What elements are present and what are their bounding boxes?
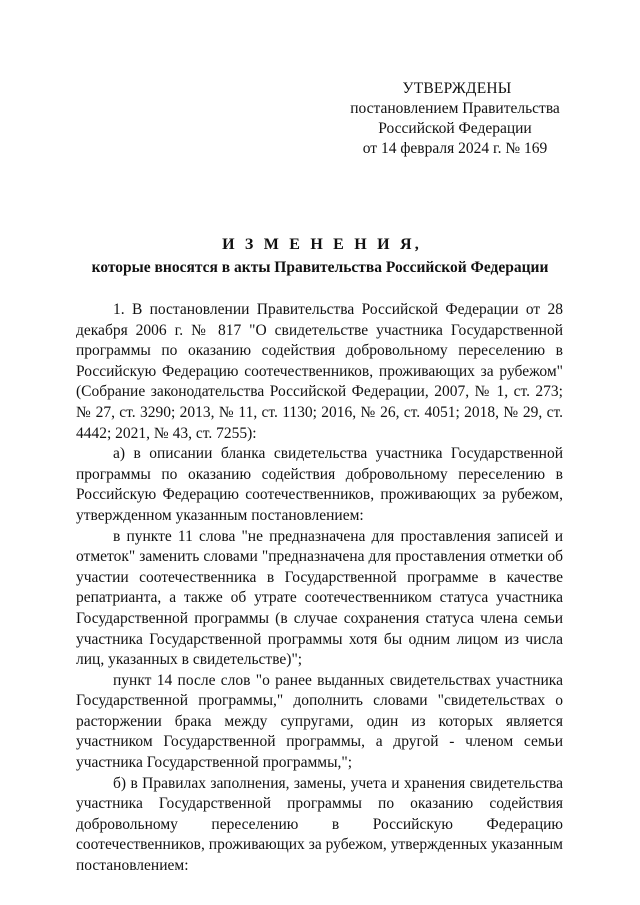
approval-line-2: Российской Федерации [378, 120, 532, 137]
document-subtitle: которые вносятся в акты Правительства Российской Федерации [91, 259, 549, 276]
approval-line-3: от 14 февраля 2024 г. № 169 [362, 140, 548, 157]
document-title: И З М Е Н Е Н И Я, [222, 236, 422, 253]
paragraph-4: пункт 14 после слов "о ранее выданных свидетельствах участника Государственной программы," дополнить словами "свидетельствах о расторжении брака между супругами, один из которых является участником Государственной программы, а другой - членом семьи участника Государственной программы,"; [76, 671, 563, 772]
paragraph-3: в пункте 11 слова "не предназначена для проставления записей и отметок" заменить словами "предназначена для проставления отметки об участии соотечественника в Государственной программе в качестве репатрианта, а также об утрате соотечественником статуса участника Государственной программы (в случае сохранения статуса члена семьи участника Государственной программы хотя бы одним лицом из числа лиц, указанных в свидетельстве)"; [76, 527, 563, 669]
approval-stamp [330, 79, 580, 159]
approval-line-1: постановлением Правительства [350, 100, 560, 117]
paragraph-1: 1. В постановлении Правительства Российской Федерации от 28 декабря 2006 г. № 817 "О свидетельстве участника Государственной программы по оказанию содействия добровольному переселению в Российскую Федерацию соотечественников, проживающих за рубежом" (Собрание законодательства Российской Федерации, 2007, № 1, ст. 273; № 27, ст. 3290; 2013, № 11, ст. 1130; 2016, № 26, ст. 4051; 2018, № 29, ст. 4442; 2021, № 43, ст. 7255): [76, 301, 563, 442]
paragraph-2: а) в описании бланка свидетельства участника Государственной программы по оказанию содействия добровольному переселению в Российскую Федерацию соотечественников, проживающих за рубежом, утвержденном указанным постановлением: [76, 445, 563, 524]
document-body [76, 300, 563, 877]
approval-heading: УТВЕРЖДЕНЫ [402, 80, 512, 97]
paragraph-5: б) в Правилах заполнения, замены, учета и хранения свидетельства участника Государственной программы по оказанию содействия добровольному переселению в Российскую Федерацию соотечественников, проживающих за рубежом, утвержденных указанным постановлением: [76, 774, 563, 875]
